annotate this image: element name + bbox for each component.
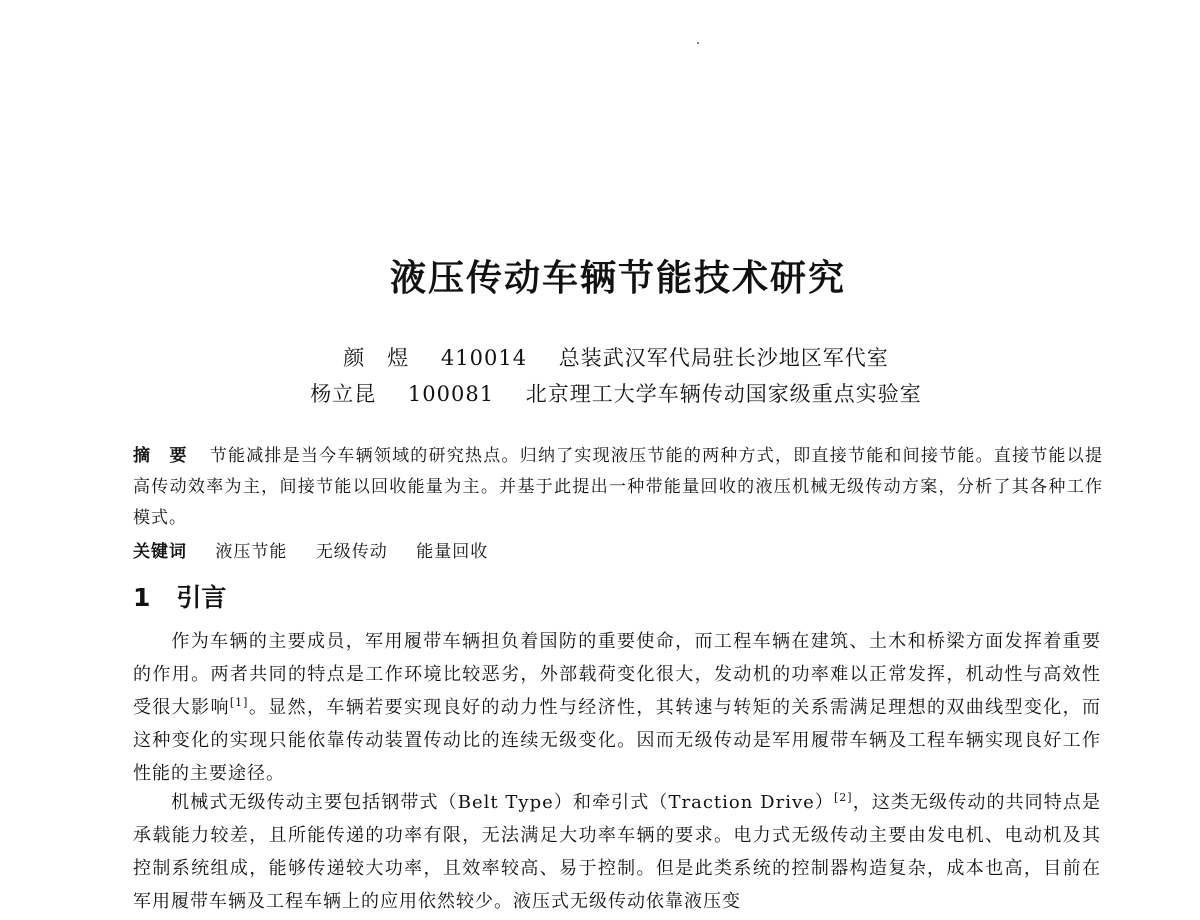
keyword: 液压节能 (215, 542, 288, 562)
author-postcode: 100081 (407, 382, 495, 406)
author-affiliation: 总装武汉军代局驻长沙地区军代室 (558, 346, 889, 370)
section-title: 引言 (176, 583, 227, 612)
keywords-label: 关键词 (133, 542, 187, 562)
abstract-label: 摘 要 (133, 446, 188, 466)
author-name: 颜 煜 (343, 346, 410, 370)
scan-speck (697, 42, 699, 44)
keyword: 无级传动 (315, 542, 388, 562)
abstract-text: 节能减排是当今车辆领域的研究热点。归纳了实现液压节能的两种方式，即直接节能和间接节能。直接节能以提高传动效率为主，间接节能以回收能量为主。并基于此提出一种带能量回收的液压机械无级传动方案，分析了其各种工作模式。 (133, 446, 1104, 528)
paragraph-text: 作为车辆的主要成员，军用履带车辆担负着国防的重要使命，而工程车辆在建筑、土木和桥梁方面发挥着重要的作用。两者共同的特点是工作环境比较恶劣，外部载荷变化很大，发动机的功率难以正常发挥，机动性与高效性受很大影响 (133, 631, 1101, 718)
section-number: 1 (133, 583, 151, 612)
abstract (133, 441, 1103, 534)
keywords (133, 537, 510, 562)
paragraph-text: 。显然，车辆若要实现良好的动力性与经济性，其转速与转矩的关系需满足理想的双曲线型变化，而这种变化的实现只能依靠传动装置传动比的连续无级变化。因而无级传动是军用履带车辆及工程车辆实现良好工作性能的主要途径。 (133, 697, 1102, 784)
paragraph-text: 机械式无级传动主要包括钢带式（Belt Type）和牵引式（Traction Drive） (171, 792, 835, 813)
section-heading (133, 578, 226, 614)
keyword: 能量回收 (416, 542, 489, 562)
body-paragraph (133, 786, 1101, 918)
paragraph-text: ，这类无级传动的共同特点是承载能力较差，且所能传递的功率有限，无法满足大功率车辆的要求。电力式无级传动主要由发电机、电动机及其控制系统组成，能够传递较大功率，且效率较高、易于控制。但是此类系统的控制器构造复杂，成本也高，目前在军用履带车辆及工程车辆上的应用依然较少。液压式无级传动依靠液压变 (133, 792, 1101, 912)
author-name: 杨立昆 (310, 382, 377, 406)
body-paragraph (133, 625, 1101, 790)
citation-ref: [2] (834, 791, 853, 804)
author-line-2 (0, 378, 1200, 408)
author-line-1 (0, 342, 1200, 372)
author-postcode: 410014 (440, 346, 528, 370)
paper-title: 液压传动车辆节能技术研究 (389, 257, 846, 299)
author-affiliation: 北京理工大学车辆传动国家级重点实验室 (525, 382, 922, 406)
citation-ref: [1] (229, 696, 249, 709)
